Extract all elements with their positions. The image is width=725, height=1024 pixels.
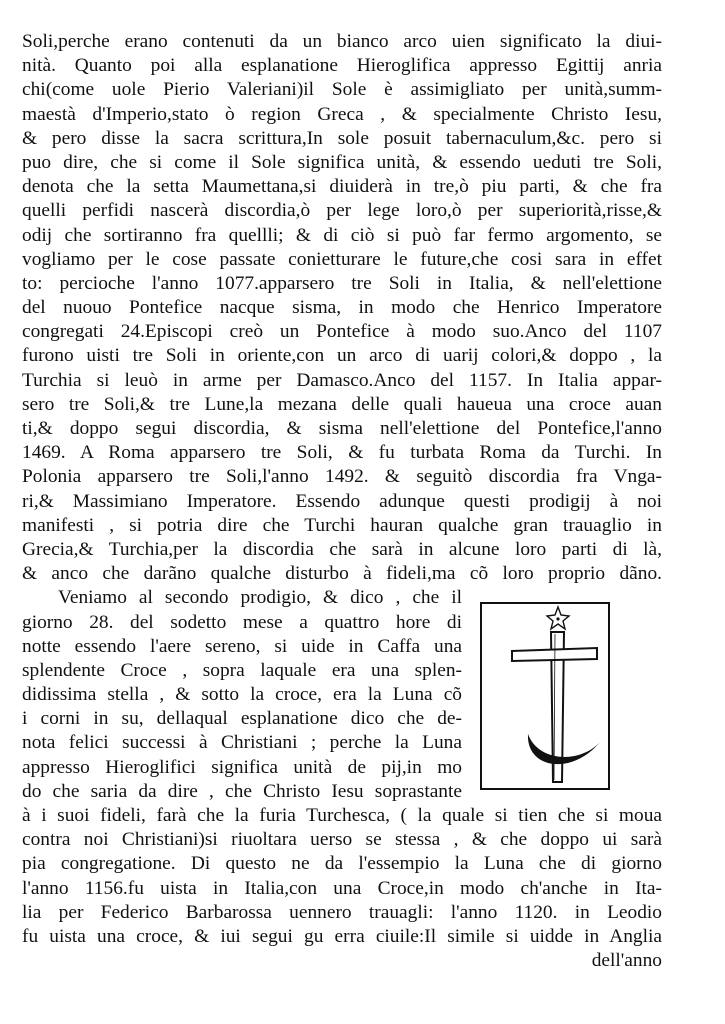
text-line: ri,& Massimiano Imperatore. Essendo adunque questi prodigij à noi [22,490,662,512]
text-line: congregati 24.Episcopi creò un Pontefice à modo suo.Anco del 1107 [22,321,662,343]
text-line: do che saria da dire , che Christo Iesu soprastante [22,780,462,802]
text-line: splendente Croce , sopra laquale era una splen- [22,659,462,681]
text-line: didissima stella , & sotto la croce, era la Luna cõ [22,684,462,706]
text-line: Grecia,& Turchia,per la discordia che sarà in alcune loro parti di là, [22,538,662,560]
woodcut-figure [480,602,610,790]
text-line: 1469. A Roma apparsero tre Soli, & fu turbata Roma da Turchi. In [22,442,662,464]
text-line: appresso Hieroglifici significa unità de pij,in mo [22,756,462,778]
text-line: odij che sortiranno fra quellli; & di ciò si può far fermo argomento, se [22,224,662,246]
text-line: Polonia apparsero tre Soli,l'anno 1492. & seguitò discordia fra Vnga- [22,466,662,488]
text-line: nità. Quanto poi alla esplanatione Hieroglifica appresso Egittij anria [22,55,662,77]
text-line: lia per Federico Barbarossa uennero trauagli: l'anno 1120. in Leodio [22,901,662,923]
text-line: contra noi Christiani)si riuoltara uerso se stessa , & che doppo ui sarà [22,829,662,851]
star-icon [547,607,569,629]
text-line: pia congregatione. Di questo ne da l'essempio la Luna che di giorno [22,853,662,875]
text-line: giorno 28. del sodetto mese a quattro hore di [22,611,462,633]
text-line: denota che la setta Maumettana,si diuiderà in tre,ò piu parti, & che fra [22,176,662,198]
woodcut-illustration [482,604,608,788]
page-text [22,30,662,973]
text-line: l'anno 1156.fu uista in Italia,con una Croce,in modo ch'anche in Ita- [22,877,662,899]
text-line: sero tre Soli,& tre Lune,la mezana delle quali haueua una croce auan [22,393,662,415]
text-line: manifesti , si potria dire che Turchi hauran qualche gran trauaglio in [22,514,662,536]
text-line: furono uisti tre Soli in oriente,con un arco di uarij colori,& doppo , la [22,345,662,367]
text-line: puo dire, che si come il Sole significa unità, & essendo ueduti tre Soli, [22,151,662,173]
text-line: del nuouo Pontefice nacque sisma, in modo che Henrico Imperatore [22,297,662,319]
text-line: nota felici successi à Christiani ; perche la Luna [22,732,462,754]
text-line: & anco che darãno qualche disturbo à fideli,ma cõ loro proprio dãno. [22,563,662,585]
crescent-moon-icon [528,734,600,764]
text-line: à i suoi fideli, farà che la furia Turchesca, ( la quale si tien che si moua [22,805,662,826]
text-line: Veniamo al secondo prodigio, & dico , che il [58,587,462,609]
text-line: dell'anno [591,950,662,972]
text-line: notte essendo l'aere sereno, si uide in Caffa una [22,635,462,657]
text-line: maestà d'Imperio,stato ò region Greca , & specialmente Christo Iesu, [22,103,662,125]
text-line: ti,& doppo segui discordia, & sisma nell'elettione del Pontefice,l'anno [22,418,662,439]
text-line: i corni in su, dellaqual esplanatione dico che de- [22,708,462,730]
text-line: Soli,perche erano contenuti da un bianco arco uien significato la diui- [22,31,662,52]
text-line: to: percioche l'anno 1077.apparsero tre Soli in Italia, & nell'elettione [22,272,662,294]
text-line: Turchia si leuò in arme per Damasco.Anco del 1157. In Italia appar- [22,369,662,391]
text-line: vogliamo per le cose passate conietturare le future,che cosi sara in effet [22,248,662,270]
text-line: quelli perfidi nascerà discordia,ò per lege loro,ò per superiorità,risse,& [22,200,662,222]
text-line: fu uista una croce, & iui segui gu erra ciuile:Il simile si uidde in Anglia [22,925,662,947]
text-line: & pero disse la sacra scrittura,In sole posuit tabernaculum,&c. pero si [22,127,662,149]
text-line: chi(come uole Pierio Valeriani)il Sole è assimigliato per unità,summ- [22,79,662,101]
